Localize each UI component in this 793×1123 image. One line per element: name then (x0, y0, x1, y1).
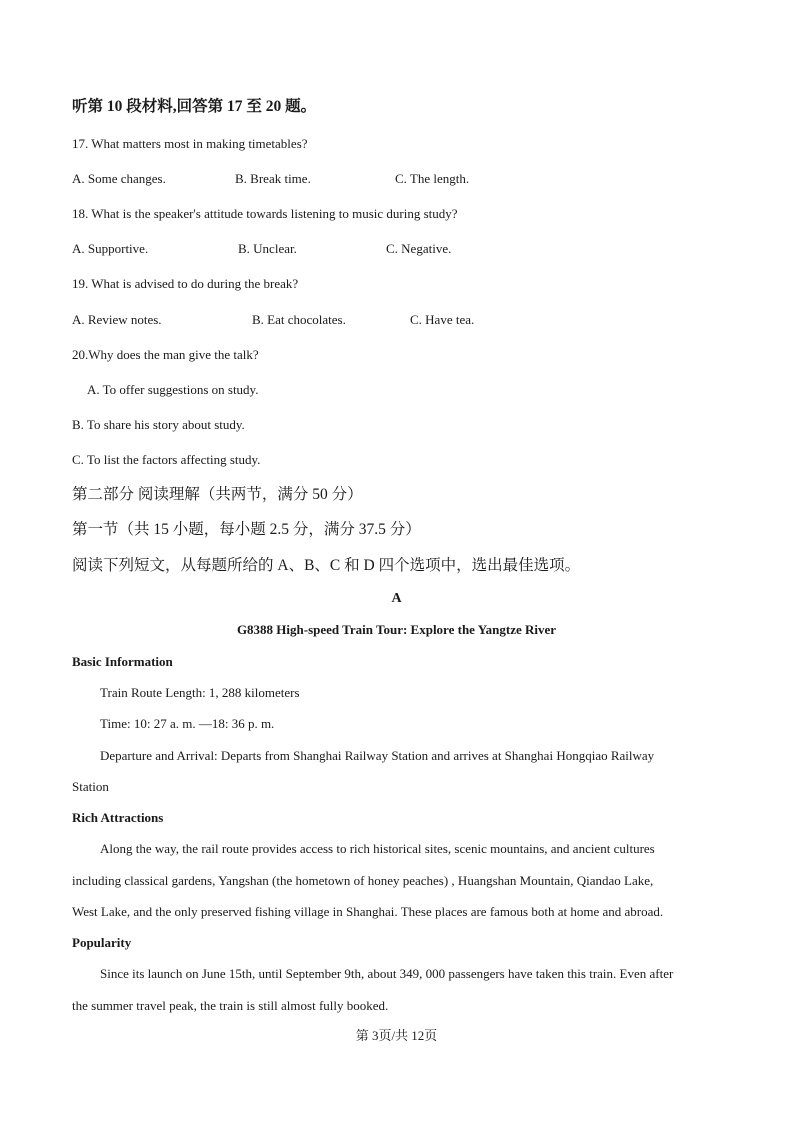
question-19-option-a: A. Review notes. (72, 312, 162, 327)
page-number: 第 3页/共 12页 (355, 1028, 438, 1043)
question-17-option-c: C. The length. (395, 171, 470, 186)
train-time: Time: 10: 27 a. m. —18: 36 p. m. (100, 716, 275, 731)
question-19-stem: 19. What is advised to do during the break? (72, 276, 299, 291)
popularity-line2: the summer travel peak, the train is still almost fully booked. (72, 998, 389, 1013)
attractions-line3: West Lake, and the only preserved fishing village in Shanghai. These places are famous both at home and abroad. (72, 904, 664, 919)
question-20-option-b: B. To share his story about study. (72, 417, 245, 432)
reading-part-heading: 第二部分 阅读理解（共两节，满分 50 分） (72, 486, 363, 503)
question-18-option-c: C. Negative. (386, 241, 452, 256)
question-18-option-a: A. Supportive. (72, 241, 149, 256)
passage-letter: A (391, 591, 402, 606)
passage-title: G8388 High-speed Train Tour: Explore the Yangtze River (236, 622, 557, 637)
attractions-line2: including classical gardens, Yangshan (the hometown of honey peaches) , Huangshan Mountain, Qiandao Lake, (72, 873, 654, 888)
listening-section-heading: 听第 10 段材料,回答第 17 至 20 题。 (72, 98, 317, 115)
question-19-option-c: C. Have tea. (410, 312, 475, 327)
reading-section-heading: 第一节（共 15 小题，每小题 2.5 分，满分 37.5 分） (72, 521, 421, 538)
reading-instruction: 阅读下列短文，从每题所给的 A、B、C 和 D 四个选项中，选出最佳选项。 (72, 557, 581, 574)
question-19-option-b: B. Eat chocolates. (252, 312, 346, 327)
question-18-stem: 18. What is the speaker's attitude towards listening to music during study? (72, 206, 458, 221)
popularity-line1: Since its launch on June 15th, until September 9th, about 349, 000 passengers have taken this train. Even after (100, 966, 674, 981)
departure-arrival-line2: Station (72, 779, 109, 794)
question-20-option-a: A. To offer suggestions on study. (87, 382, 259, 397)
popularity-heading: Popularity (72, 935, 132, 950)
question-17-stem: 17. What matters most in making timetables? (72, 136, 308, 151)
question-20-option-c: C. To list the factors affecting study. (72, 452, 261, 467)
attractions-heading: Rich Attractions (72, 810, 164, 825)
departure-arrival-line1: Departure and Arrival: Departs from Shanghai Railway Station and arrives at Shanghai Hongqiao Railway (100, 748, 655, 763)
attractions-line1: Along the way, the rail route provides access to rich historical sites, scenic mountains, and ancient cultures (100, 841, 655, 856)
question-20-stem: 20.Why does the man give the talk? (72, 347, 259, 362)
question-17-option-a: A. Some changes. (72, 171, 166, 186)
basic-info-heading: Basic Information (72, 654, 173, 669)
question-17-option-b: B. Break time. (235, 171, 311, 186)
route-length: Train Route Length: 1, 288 kilometers (100, 685, 300, 700)
question-18-option-b: B. Unclear. (238, 241, 297, 256)
